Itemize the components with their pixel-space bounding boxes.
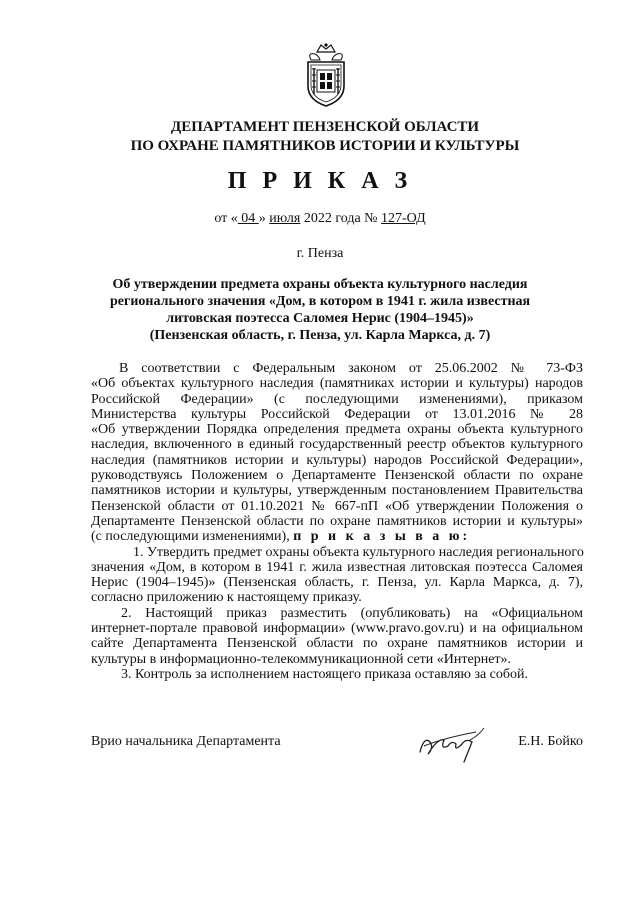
item-1-line: Нерис (1904–1945)» (Пензенская область, г. Пенза, ул. Карла Маркса, д. 7), bbox=[91, 575, 583, 591]
item-3-line: 3. Контроль за исполнением настоящего приказа оставляю за собой. bbox=[121, 666, 529, 682]
city-label: г. Пенза bbox=[296, 246, 344, 261]
item-1-line: 1. Утвердить предмет охраны объекта культурного наследия регионального bbox=[133, 544, 584, 560]
document-title: П Р И К А З bbox=[227, 168, 413, 194]
subject-line-3: литовская поэтесса Саломея Нерис (1904–1945)» bbox=[166, 311, 474, 326]
item-2-line: сайте Департамента Пензенской области по охране памятников истории и bbox=[91, 636, 583, 652]
date-year: 2022 года № bbox=[300, 211, 382, 226]
preamble-line: наследия (памятников истории и культуры) народов Российской Федерации», bbox=[91, 452, 583, 468]
preamble-line: Пензенской области от 01.10.2021 № 667-пП «Об утверждении Положения о bbox=[91, 498, 583, 514]
department-header bbox=[60, 118, 590, 156]
order-subject bbox=[110, 276, 530, 344]
preamble-tail: (с последующими изменениями), bbox=[91, 529, 294, 545]
order-date-line bbox=[0, 211, 640, 227]
preamble-line: руководствуясь Положением о Департаменте Пензенской области по охране bbox=[91, 468, 583, 484]
item-1-last-line: согласно приложению к настоящему приказу. bbox=[91, 590, 362, 606]
preamble-line: Департаменте Пензенской области по охране памятников истории и культуры» bbox=[91, 513, 583, 529]
date-prefix: от « bbox=[214, 211, 238, 226]
item-2-line: интернет-портале правовой информации» (www.pravo.gov.ru) и на официальном bbox=[91, 621, 583, 637]
item-2-line: 2. Настоящий приказ разместить (опубликовать) на «Официальном bbox=[121, 605, 583, 621]
date-day: 04 bbox=[237, 211, 259, 226]
subject-line-2: регионального значения «Дом, в котором в 1941 г. жила известная bbox=[110, 294, 531, 309]
preamble-last-line bbox=[91, 529, 583, 544]
preamble-line: В соответствии с Федеральным законом от 25.06.2002 № 73-ФЗ bbox=[119, 361, 583, 376]
preamble-line: памятников истории и культуры, утвержденным постановлением Правительства bbox=[91, 483, 583, 499]
subject-line-4: (Пензенская область, г. Пенза, ул. Карла Маркса, д. 7) bbox=[149, 328, 491, 343]
signatory-position: Врио начальника Департамента bbox=[91, 734, 281, 749]
preamble-line: Министерства культуры Российской Федерации от 13.01.2016 № 28 bbox=[91, 406, 583, 422]
date-mid: » bbox=[258, 211, 270, 226]
order-body bbox=[91, 361, 583, 682]
subject-line-1: Об утверждении предмета охраны объекта культурного наследия bbox=[112, 277, 528, 292]
item-1-line: значения «Дом, в котором в 1941 г. жила известная литовская поэтесса Саломея bbox=[91, 559, 583, 575]
preamble-line: Российской Федерации» (с последующими изменениями), приказом bbox=[91, 391, 583, 407]
preamble-line: «Об объектах культурного наследия (памятниках истории и культуры) народов bbox=[91, 376, 583, 392]
preamble-line: наследия, включенного в единый государственный реестр объектов культурного bbox=[91, 437, 583, 453]
department-line-1: ДЕПАРТАМЕНТ ПЕНЗЕНСКОЙ ОБЛАСТИ bbox=[170, 119, 480, 135]
signatory-name: Е.Н. Бойко bbox=[518, 734, 583, 749]
item-2-last-line: культуры в информационно-телекоммуникационной сети «Интернет». bbox=[91, 651, 512, 667]
order-number: 127-ОД bbox=[381, 211, 426, 226]
date-month: июля bbox=[269, 211, 301, 226]
order-word: п р и к а з ы в а ю: bbox=[293, 529, 471, 545]
department-line-2: ПО ОХРАНЕ ПАМЯТНИКОВ ИСТОРИИ И КУЛЬТУРЫ bbox=[130, 138, 520, 154]
handwritten-signature bbox=[414, 718, 494, 764]
preamble-line: «Об утверждении Порядка определения предмета охраны объекта культурного bbox=[91, 422, 583, 438]
signature-block bbox=[91, 734, 583, 754]
coat-of-arms-emblem bbox=[303, 42, 349, 108]
